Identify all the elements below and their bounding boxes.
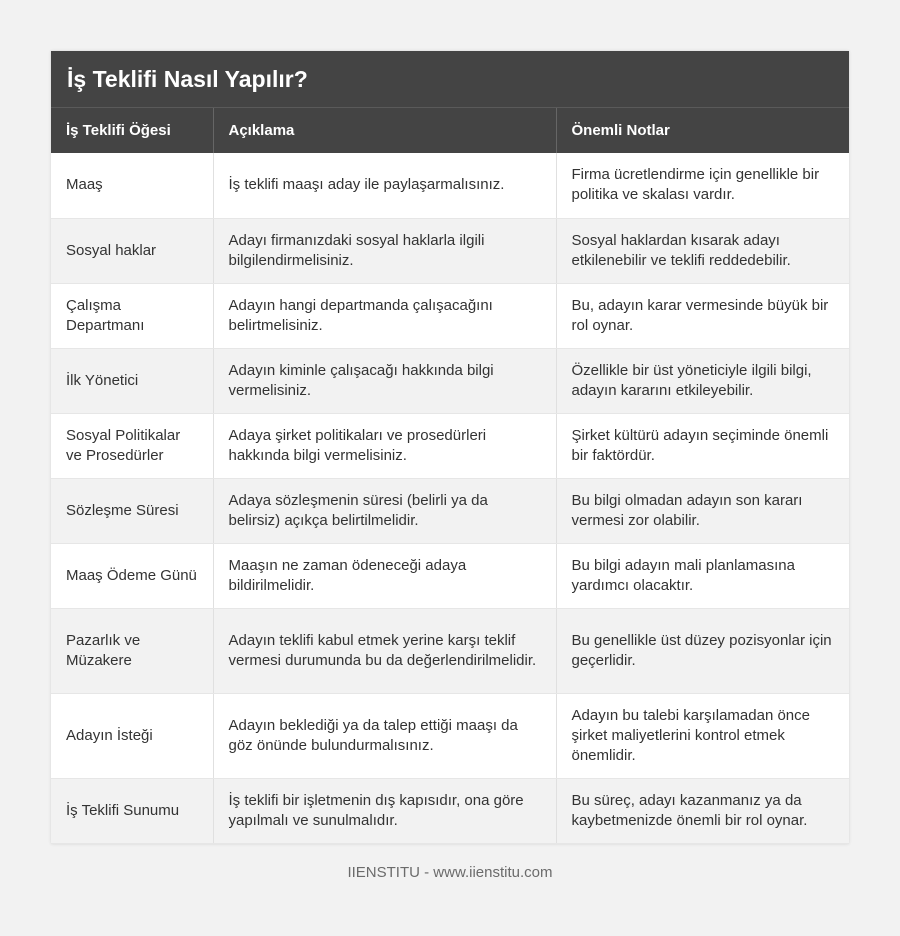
cell-description: Adayı firmanızdaki sosyal haklarla ilgili bilgilendirmelisiniz. (213, 218, 556, 283)
cell-note: Sosyal haklardan kısarak adayı etkilenebilir ve teklifi reddedebilir. (556, 218, 849, 283)
cell-note: Bu süreç, adayı kazanmanız ya da kaybetmenizde önemli bir rol oynar. (556, 778, 849, 843)
column-header-description: Açıklama (213, 108, 556, 153)
cell-note: Şirket kültürü adayın seçiminde önemli bir faktördür. (556, 413, 849, 478)
cell-description: Adayın hangi departmanda çalışacağını belirtmelisiniz. (213, 283, 556, 348)
column-header-item: İş Teklifi Öğesi (51, 108, 213, 153)
cell-item: İlk Yönetici (51, 348, 213, 413)
table-row (51, 693, 849, 778)
cell-description: İş teklifi maaşı aday ile paylaşarmalısınız. (213, 153, 556, 218)
cell-description: Maaşın ne zaman ödeneceği adaya bildirilmelidir. (213, 543, 556, 608)
table-row (51, 283, 849, 348)
cell-item: Çalışma Departmanı (51, 283, 213, 348)
cell-item: Maaş (51, 153, 213, 218)
footer-credit: IIENSTITU - www.iienstitu.com (347, 864, 553, 881)
table-row (51, 608, 849, 693)
cell-note: Firma ücretlendirme için genellikle bir politika ve skalası vardır. (556, 153, 849, 218)
column-header-notes: Önemli Notlar (556, 108, 849, 153)
table-row (51, 153, 849, 218)
cell-note: Bu bilgi olmadan adayın son kararı vermesi zor olabilir. (556, 478, 849, 543)
cell-note: Bu, adayın karar vermesinde büyük bir rol oynar. (556, 283, 849, 348)
cell-description: Adaya şirket politikaları ve prosedürleri hakkında bilgi vermelisiniz. (213, 413, 556, 478)
table-row (51, 543, 849, 608)
table-row (51, 218, 849, 283)
offer-table (51, 108, 849, 844)
table-row (51, 478, 849, 543)
cell-item: Sosyal haklar (51, 218, 213, 283)
page-title: İş Teklifi Nasıl Yapılır? (51, 51, 849, 108)
table-row (51, 413, 849, 478)
cell-item: Sözleşme Süresi (51, 478, 213, 543)
cell-item: Pazarlık ve Müzakere (51, 608, 213, 693)
table-row (51, 348, 849, 413)
cell-note: Bu bilgi adayın mali planlamasına yardımcı olacaktır. (556, 543, 849, 608)
cell-note: Bu genellikle üst düzey pozisyonlar için geçerlidir. (556, 608, 849, 693)
offer-table-card (51, 51, 849, 844)
cell-description: Adayın beklediği ya da talep ettiği maaşı da göz önünde bulundurmalısınız. (213, 693, 556, 778)
cell-note: Özellikle bir üst yöneticiyle ilgili bilgi, adayın kararını etkileyebilir. (556, 348, 849, 413)
cell-item: Sosyal Politikalar ve Prosedürler (51, 413, 213, 478)
cell-description: İş teklifi bir işletmenin dış kapısıdır, ona göre yapılmalı ve sunulmalıdır. (213, 778, 556, 843)
cell-description: Adaya sözleşmenin süresi (belirli ya da belirsiz) açıkça belirtilmelidir. (213, 478, 556, 543)
cell-item: İş Teklifi Sunumu (51, 778, 213, 843)
cell-note: Adayın bu talebi karşılamadan önce şirket maliyetlerini kontrol etmek önemlidir. (556, 693, 849, 778)
table-header-row (51, 108, 849, 153)
cell-description: Adayın kiminle çalışacağı hakkında bilgi vermelisiniz. (213, 348, 556, 413)
table-row (51, 778, 849, 843)
cell-description: Adayın teklifi kabul etmek yerine karşı teklif vermesi durumunda bu da değerlendirilmelidir. (213, 608, 556, 693)
cell-item: Adayın İsteği (51, 693, 213, 778)
cell-item: Maaş Ödeme Günü (51, 543, 213, 608)
